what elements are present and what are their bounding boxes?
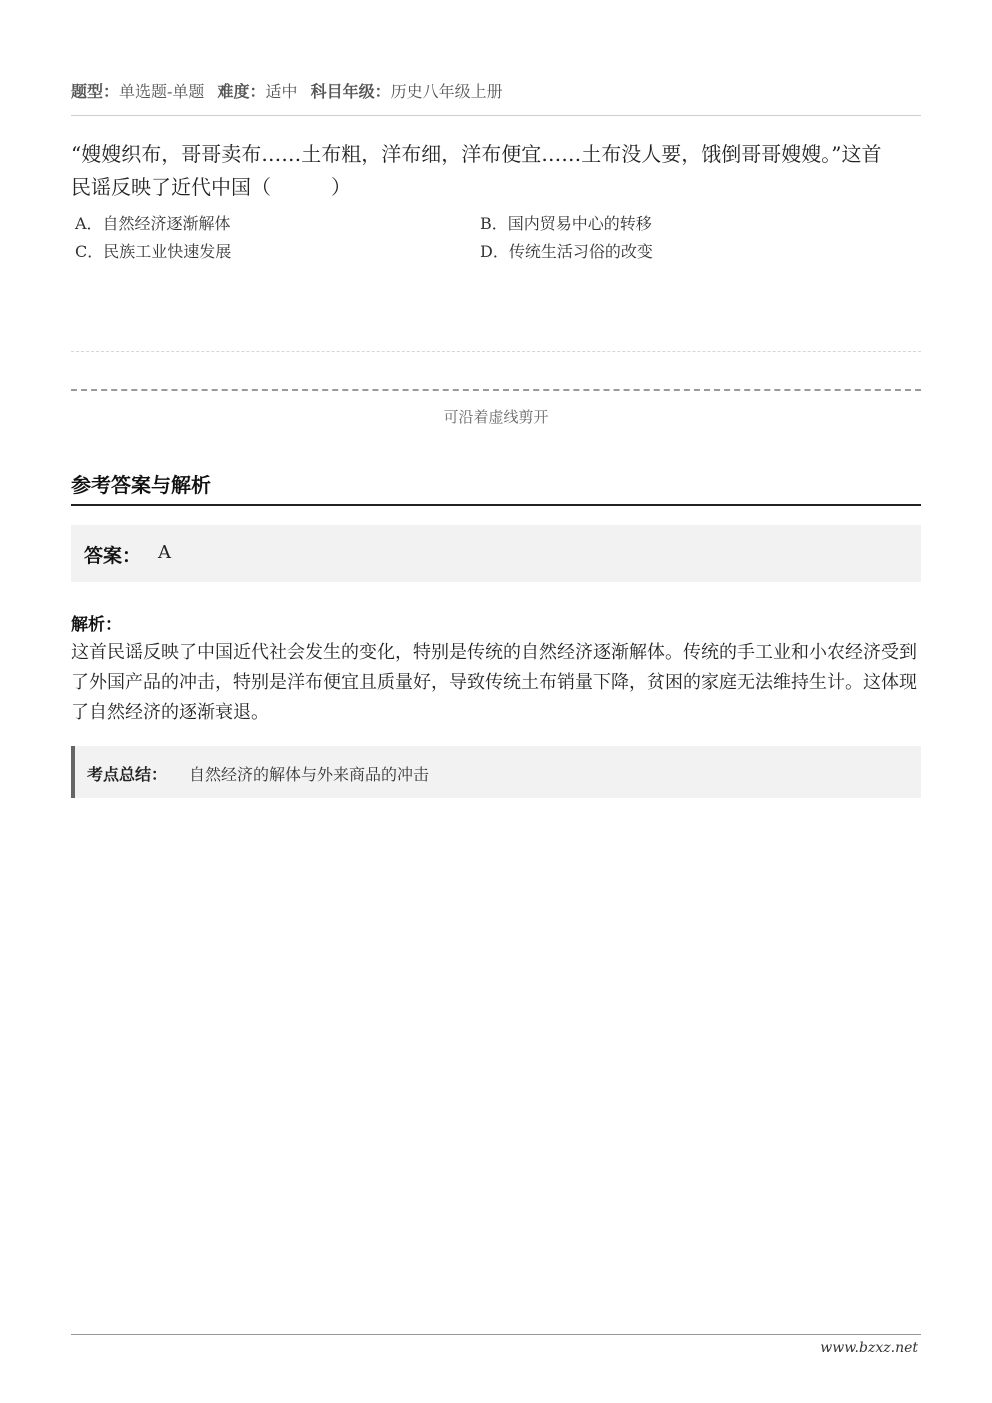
answer-label: 答案： — [84, 545, 142, 567]
answer-section-rule — [71, 504, 921, 506]
answer-section-title: 参考答案与解析 — [71, 473, 211, 497]
footer-rule — [71, 1334, 921, 1335]
cut-line — [71, 389, 921, 391]
answer-value: A — [158, 542, 171, 563]
difficulty-value: 适中 — [265, 82, 298, 101]
analysis-text: 这首民谣反映了中国近代社会发生的变化，特别是传统的自然经济逐渐解体。传统的手工业和小农经济受到了外国产品的冲击，特别是洋布便宜且质量好，导致传统土布销量下降，贫困的家庭无法维持生计。这体现了自然经济的逐渐衰退。 — [71, 642, 917, 723]
option-c: C．民族工业快速发展 — [75, 242, 232, 261]
subject-label: 科目年级： — [310, 82, 391, 101]
summary-box — [71, 746, 921, 798]
option-d: D．传统生活习俗的改变 — [480, 242, 653, 261]
type-value: 单选题-单题 — [119, 82, 205, 101]
type-label: 题型： — [71, 82, 120, 101]
difficulty-label: 难度： — [217, 82, 266, 101]
summary-value: 自然经济的解体与外来商品的冲击 — [189, 765, 430, 784]
answer-box — [71, 525, 921, 582]
question-stem: “嫂嫂织布，哥哥卖布……土布粗，洋布细，洋布便宜……土布没人要，饿倒哥哥嫂嫂。”这首民谣反映了近代中国（ ） — [71, 142, 882, 199]
option-b: B．国内贸易中心的转移 — [480, 214, 652, 233]
analysis-label: 解析： — [71, 615, 122, 635]
footer-site: www.bzxz.net — [820, 1340, 918, 1356]
answer-area-divider — [71, 351, 921, 352]
cut-line-hint: 可沿着虚线剪开 — [443, 408, 549, 426]
question-meta — [71, 79, 511, 102]
option-a: A．自然经济逐渐解体 — [75, 214, 231, 233]
summary-label: 考点总结： — [87, 765, 168, 784]
subject-value: 历史八年级上册 — [390, 82, 503, 101]
header-divider — [71, 115, 921, 116]
